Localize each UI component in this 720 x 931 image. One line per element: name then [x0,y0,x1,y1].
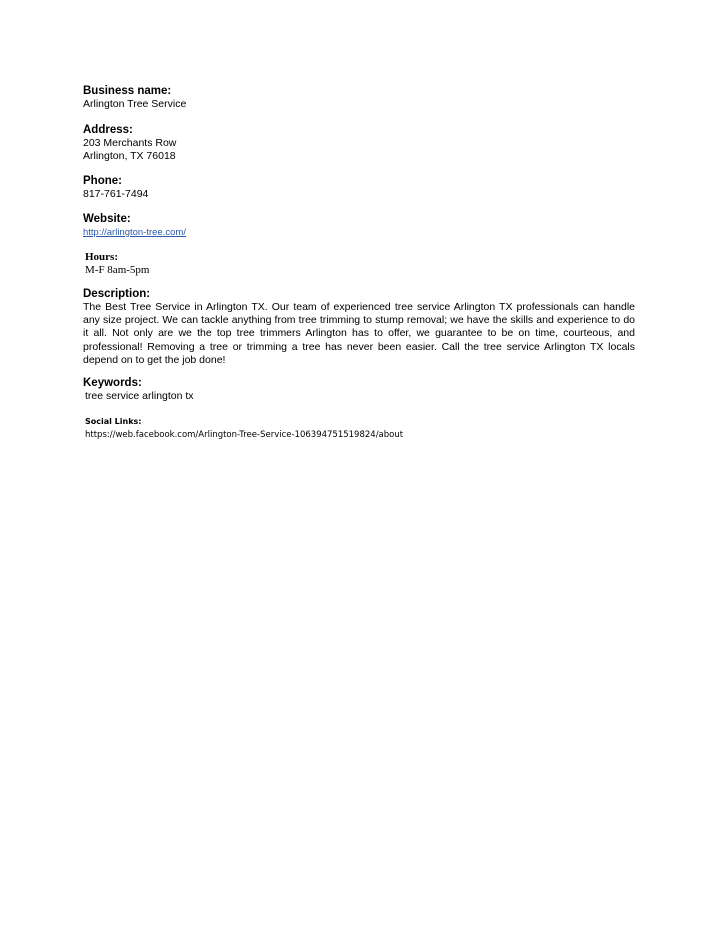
description-text: The Best Tree Service in Arlington TX. Our team of experienced tree service Arlington TX professionals can handle any size project. We can tackle anything from tree trimming to stump removal; we have the skills and experience to do it all. Not only are we the top tree trimmers Arlington has to offer, we guarantee to be on time, courteous, and professional! Removing a tree or trimming a tree has never been easier. Call the tree service Arlington TX locals depend on to get the job done! [83,301,635,366]
address-section [83,124,176,163]
address-line-1: 203 Merchants Row [83,137,177,149]
website-link[interactable]: http://arlington-tree.com/ [83,227,186,238]
description-section [83,288,635,367]
social-links-label: Social Links: [85,417,142,426]
keywords-section [83,377,194,403]
phone-label: Phone: [83,175,122,187]
website-section [83,213,186,239]
address-label: Address: [83,124,133,136]
keywords-value: tree service arlington tx [85,390,194,402]
hours-section [85,251,149,277]
phone-value: 817-761-7494 [83,188,149,200]
description-label: Description: [83,288,151,300]
address-line-2: Arlington, TX 76018 [83,150,176,162]
social-links-section [85,416,403,441]
business-name-value: Arlington Tree Service [83,98,187,110]
phone-section [83,175,148,201]
keywords-label: Keywords: [83,377,142,389]
website-label: Website: [83,213,131,225]
hours-value: M-F 8am-5pm [85,264,150,276]
business-name-label: Business name: [83,85,172,97]
business-name-section [83,85,186,111]
hours-label: Hours: [85,251,118,263]
social-link-url[interactable]: https://web.facebook.com/Arlington-Tree-Service-106394751519824/about [85,430,404,440]
